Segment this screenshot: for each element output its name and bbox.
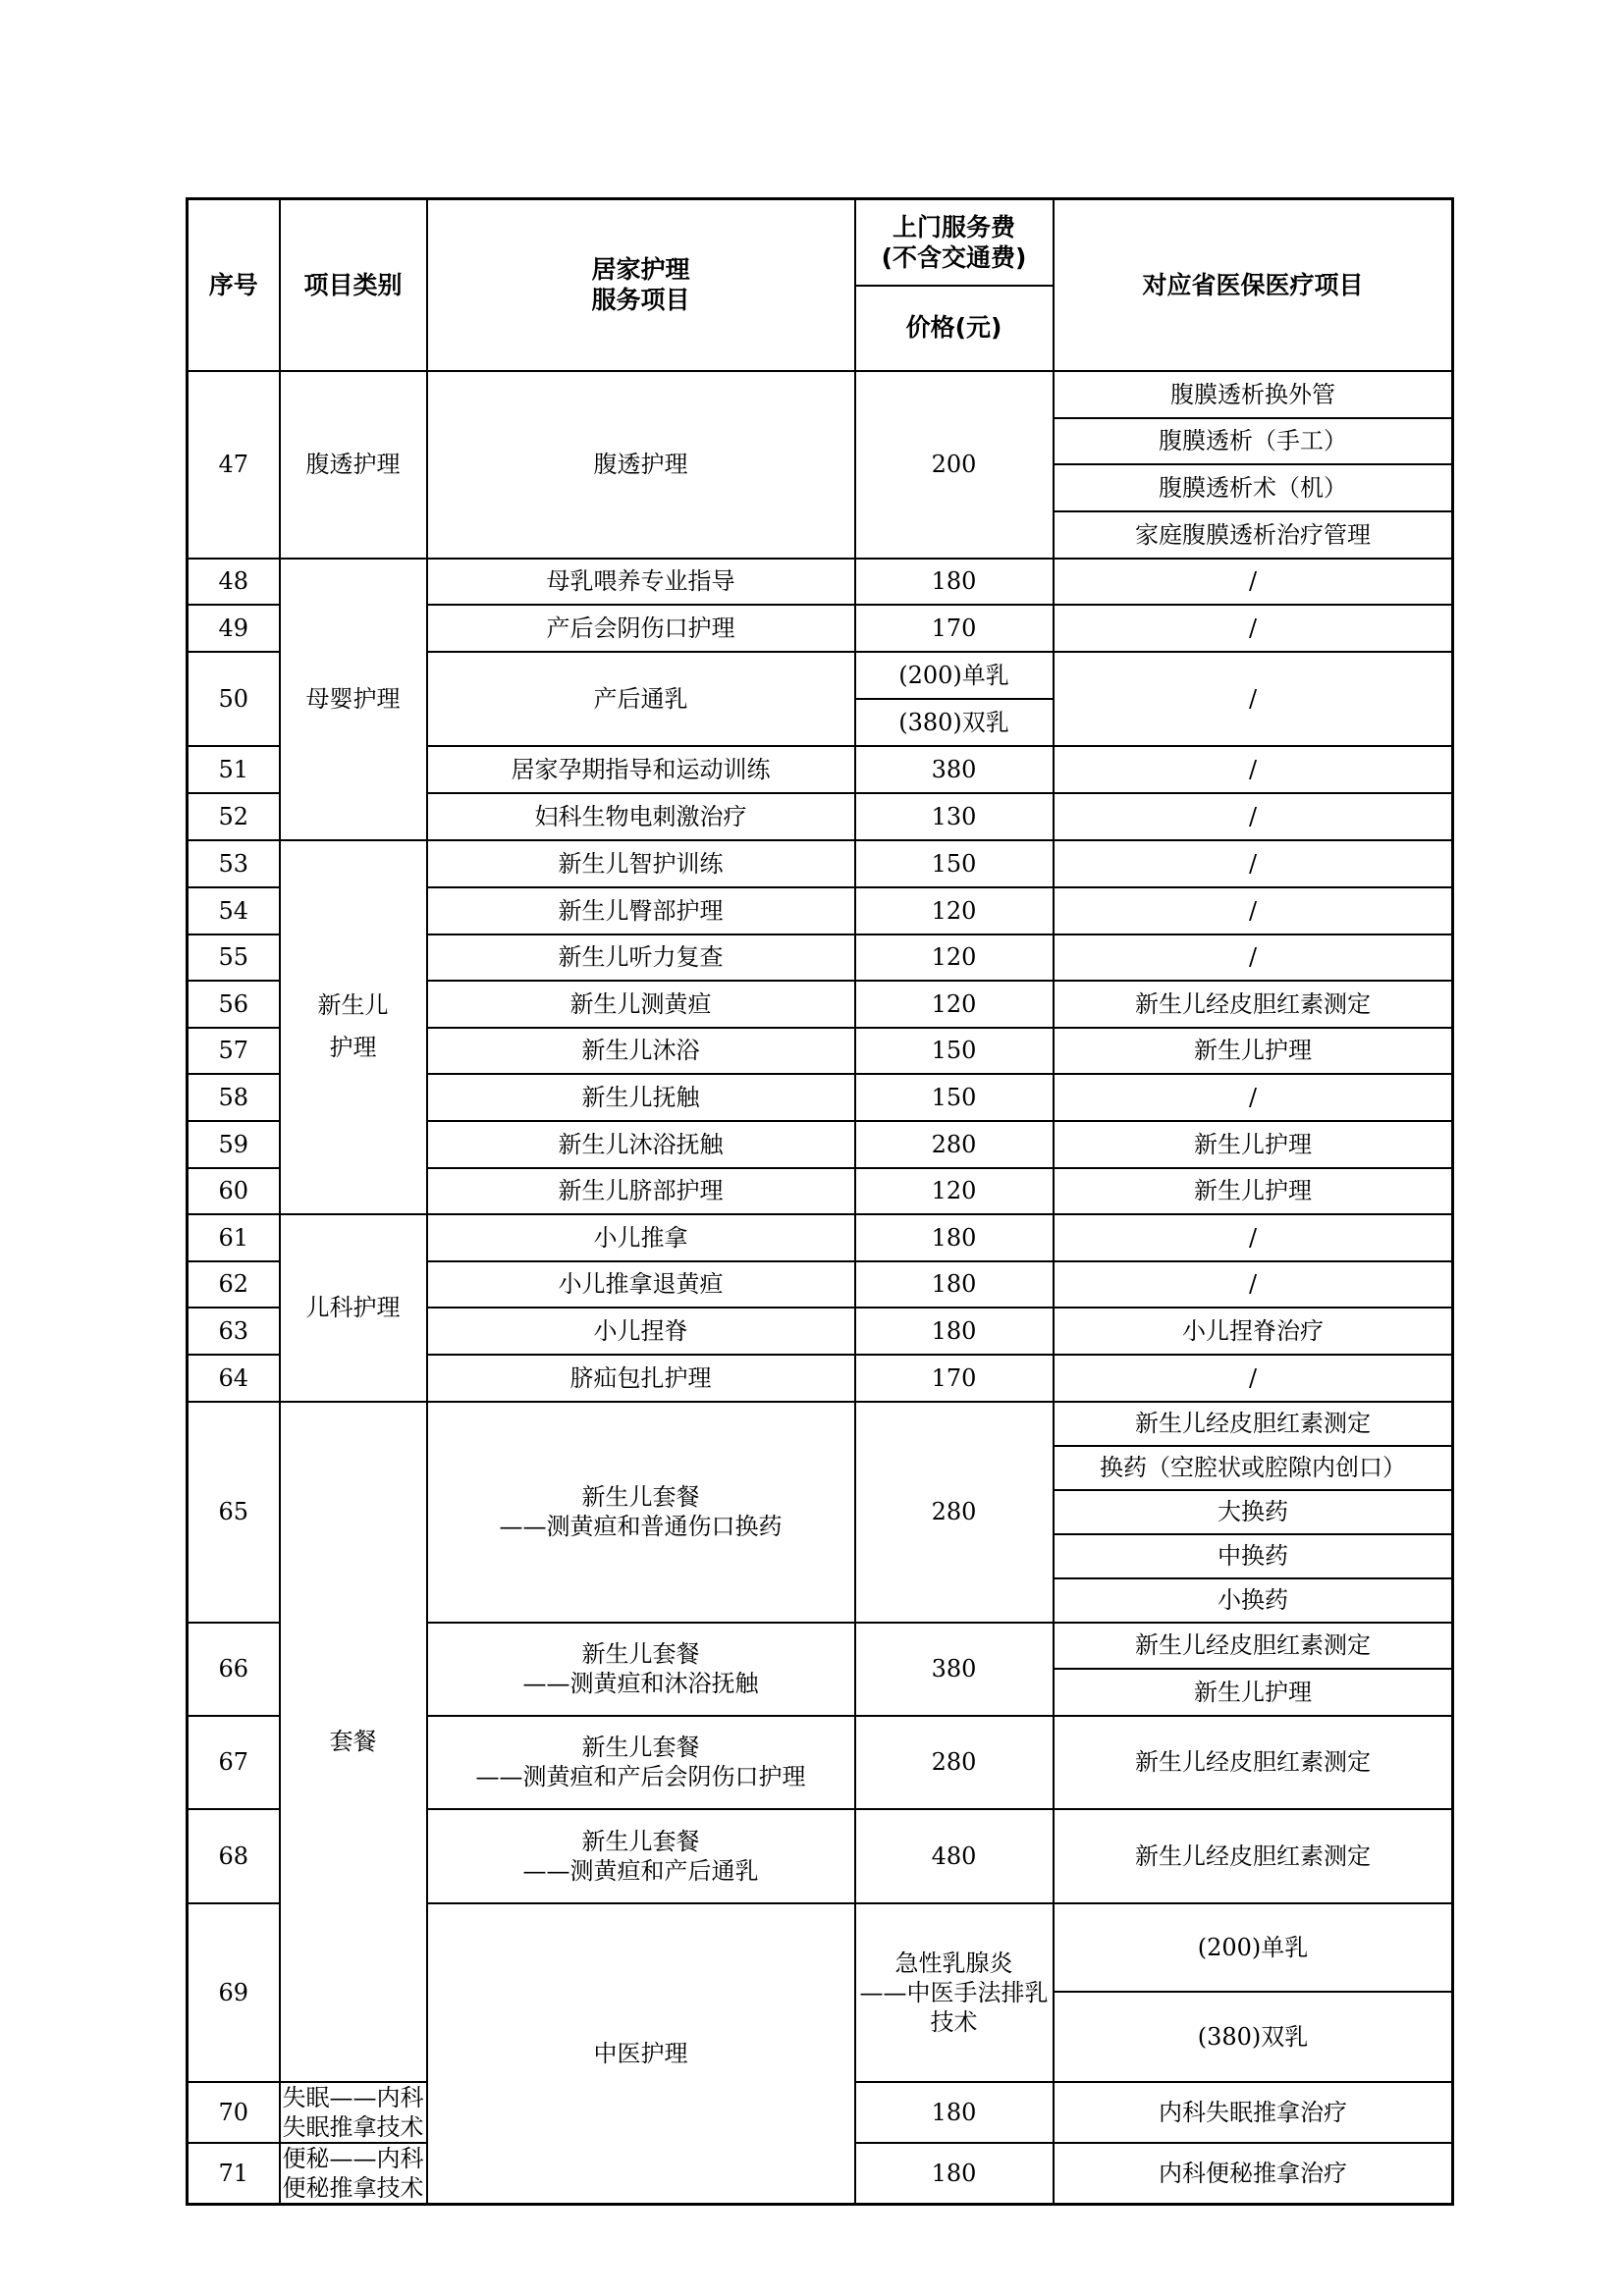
price-cell: 180 [855,1261,1054,1308]
header-fee-line1: 上门服务费 [892,212,1015,241]
insurance-cell: / [1054,1214,1453,1261]
price-cell: 480 [855,1809,1054,1903]
price-cell: (380)双乳 [855,699,1054,746]
service-cell [427,1623,855,1716]
header-seq: 序号 [188,199,280,371]
insurance-cell: / [1054,559,1453,605]
price-cell: 380 [855,746,1054,793]
insurance-cell: 新生儿护理 [1054,1168,1453,1214]
price-cell: 180 [855,1308,1054,1355]
service-cell: 小儿推拿退黄疸 [427,1261,855,1308]
row-no: 56 [188,981,280,1028]
row-no: 70 [188,2082,280,2143]
row-no: 62 [188,1261,280,1308]
insurance-cell: / [1054,887,1453,934]
price-cell: 180 [855,2143,1054,2205]
price-cell: (380)双乳 [1054,1992,1453,2082]
row-no: 57 [188,1028,280,1074]
service-cell: 居家孕期指导和运动训练 [427,746,855,793]
service-cell: 新生儿臀部护理 [427,887,855,934]
insurance-cell: / [1054,746,1453,793]
service-cell: 小儿捏脊 [427,1308,855,1355]
category-cell: 腹透护理 [280,371,427,559]
service-cell: 母乳喂养专业指导 [427,559,855,605]
price-cell: 280 [855,1121,1054,1168]
service-cell: 新生儿智护训练 [427,840,855,887]
row-no: 47 [188,371,280,559]
price-cell: 180 [855,2082,1054,2143]
price-cell: 180 [855,559,1054,605]
price-cell: 120 [855,1168,1054,1214]
price-cell: 150 [855,840,1054,887]
header-fee-line2: (不含交通费) [881,242,1027,272]
row-no: 54 [188,887,280,934]
insurance-cell: 新生儿护理 [1054,1121,1453,1168]
insurance-cell: / [1054,652,1453,746]
header-service-line2: 服务项目 [591,286,690,315]
service-line2: ——测黄疸和沐浴抚触 [522,1670,759,1697]
price-cell: 150 [855,1074,1054,1121]
category-cell: 套餐 [280,1402,427,2082]
service-cell: 脐疝包扎护理 [427,1355,855,1402]
header-fee [855,199,1054,286]
service-cell [855,1903,1054,2082]
row-no: 67 [188,1716,280,1809]
service-line1: 新生儿套餐 [581,1483,700,1511]
row-no: 60 [188,1168,280,1214]
service-line1: 急性乳腺炎 [894,1949,1013,1977]
price-cell: (200)单乳 [855,652,1054,699]
insurance-cell: / [1054,1355,1453,1402]
row-no: 61 [188,1214,280,1261]
service-cell [427,1402,855,1623]
header-category: 项目类别 [280,199,427,371]
service-cell [427,1716,855,1809]
pricing-table [186,197,1454,2206]
price-cell: 120 [855,887,1054,934]
price-cell: 150 [855,1028,1054,1074]
category-cell: 中医护理 [427,1903,855,2205]
insurance-cell: 新生儿经皮胆红素测定 [1054,1402,1453,1446]
insurance-cell: 中换药 [1054,1534,1453,1578]
row-no: 71 [188,2143,280,2205]
insurance-cell: 新生儿经皮胆红素测定 [1054,1716,1453,1809]
service-line2: ——测黄疸和产后会阴伤口护理 [475,1763,806,1790]
service-cell: 新生儿测黄疸 [427,981,855,1028]
insurance-cell: 家庭腹膜透析治疗管理 [1054,511,1453,559]
header-service-line1: 居家护理 [591,255,690,284]
insurance-cell: / [1054,934,1453,981]
price-cell: 380 [855,1623,1054,1716]
service-cell: 新生儿听力复查 [427,934,855,981]
header-price: 价格(元) [855,286,1054,371]
row-no: 50 [188,652,280,746]
insurance-cell: 腹膜透析（手工） [1054,418,1453,464]
insurance-cell: / [1054,1074,1453,1121]
insurance-cell: 新生儿经皮胆红素测定 [1054,1809,1453,1903]
service-line1: 新生儿套餐 [581,1734,700,1761]
row-no: 59 [188,1121,280,1168]
category-line1: 新生儿 [317,990,389,1019]
service-line2: ——测黄疸和产后通乳 [522,1856,759,1885]
category-line2: 护理 [329,1034,377,1061]
insurance-cell: 小儿捏脊治疗 [1054,1308,1453,1355]
price-cell: 200 [855,371,1054,559]
insurance-cell: / [1054,840,1453,887]
insurance-cell: 新生儿经皮胆红素测定 [1054,1623,1453,1669]
service-cell: 失眠——内科失眠推拿技术 [280,2082,427,2143]
price-cell: 130 [855,793,1054,840]
row-no: 49 [188,605,280,652]
insurance-cell: 新生儿经皮胆红素测定 [1054,981,1453,1028]
service-cell: 便秘——内科便秘推拿技术 [280,2143,427,2205]
insurance-cell: 小换药 [1054,1578,1453,1623]
insurance-cell: / [1054,605,1453,652]
row-no: 69 [188,1903,280,2082]
service-cell: 产后通乳 [427,652,855,746]
service-line1: 新生儿套餐 [581,1827,700,1855]
row-no: 68 [188,1809,280,1903]
category-cell: 儿科护理 [280,1214,427,1402]
row-no: 51 [188,746,280,793]
insurance-cell: 内科失眠推拿治疗 [1054,2082,1453,2143]
row-no: 48 [188,559,280,605]
row-no: 53 [188,840,280,887]
row-no: 58 [188,1074,280,1121]
service-cell: 小儿推拿 [427,1214,855,1261]
price-cell: 280 [855,1716,1054,1809]
service-cell: 产后会阴伤口护理 [427,605,855,652]
insurance-cell: 大换药 [1054,1490,1453,1534]
service-cell: 新生儿抚触 [427,1074,855,1121]
price-cell: 120 [855,981,1054,1028]
price-cell: 120 [855,934,1054,981]
row-no: 65 [188,1402,280,1623]
category-cell: 母婴护理 [280,559,427,840]
service-line1: 新生儿套餐 [581,1640,700,1668]
category-cell [280,840,427,1214]
header-service [427,199,855,371]
price-cell: 170 [855,1355,1054,1402]
row-no: 52 [188,793,280,840]
service-cell: 新生儿脐部护理 [427,1168,855,1214]
insurance-cell: 新生儿护理 [1054,1028,1453,1074]
insurance-cell: 新生儿护理 [1054,1669,1453,1716]
service-cell: 新生儿沐浴抚触 [427,1121,855,1168]
service-cell: 腹透护理 [427,371,855,559]
insurance-cell: 内科便秘推拿治疗 [1054,2143,1453,2205]
row-no: 63 [188,1308,280,1355]
price-cell: (200)单乳 [1054,1903,1453,1992]
insurance-cell: 换药（空腔状或腔隙内创口） [1054,1446,1453,1490]
price-cell: 180 [855,1214,1054,1261]
price-cell: 170 [855,605,1054,652]
service-cell: 新生儿沐浴 [427,1028,855,1074]
service-line2: ——中医手法排乳技术 [859,1978,1049,2036]
insurance-cell: / [1054,1261,1453,1308]
row-no: 64 [188,1355,280,1402]
insurance-cell: / [1054,793,1453,840]
row-no: 55 [188,934,280,981]
service-cell [427,1809,855,1903]
row-no: 66 [188,1623,280,1716]
insurance-cell: 腹膜透析术（机） [1054,464,1453,511]
service-line2: ——测黄疸和普通伤口换药 [499,1513,783,1540]
service-cell: 妇科生物电刺激治疗 [427,793,855,840]
price-cell: 280 [855,1402,1054,1623]
insurance-cell: 腹膜透析换外管 [1054,371,1453,418]
header-insurance: 对应省医保医疗项目 [1054,199,1453,371]
